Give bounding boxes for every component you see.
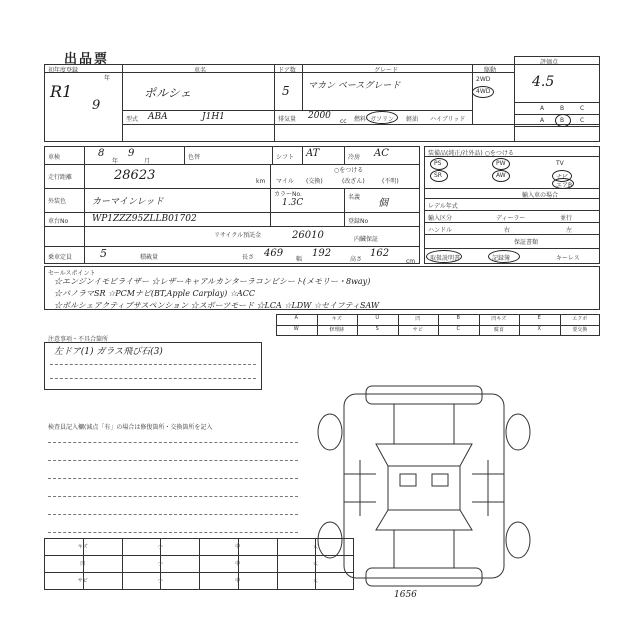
shift-value: AT xyxy=(306,148,320,159)
auction-sheet xyxy=(44,48,600,608)
ext-grade-selected-circle xyxy=(555,114,571,127)
wheel-rear-right xyxy=(506,522,530,558)
legend-cell: C xyxy=(456,326,460,332)
legend-cell: X xyxy=(537,326,541,332)
seats-value: 5 xyxy=(100,247,107,260)
legend-cell: U xyxy=(375,315,380,321)
equip-navi: ナビ xyxy=(556,174,569,181)
sales-points-label: セールスポイント xyxy=(48,270,96,277)
shift-label: シフト xyxy=(276,154,295,161)
car-name-value: ポルシェ xyxy=(144,86,192,100)
ext-grade-c: C xyxy=(580,117,585,124)
equip-airbag: エアB xyxy=(556,182,573,189)
sales-point-line-1: ☆エンジンイモビライザー ☆レザーキャアルカンターラコンビシート(メモリー・8way) xyxy=(54,277,371,286)
score-value: 4.5 xyxy=(532,74,555,90)
int-grade-c: C xyxy=(580,105,585,112)
width-label: 幅 xyxy=(296,256,303,263)
fuel-hybrid: ハイブリッド xyxy=(430,116,466,123)
int-grade-a: A xyxy=(540,105,545,112)
width-value: 192 xyxy=(312,248,332,259)
int-grade-b: B xyxy=(560,105,565,112)
cc-unit: cc xyxy=(340,118,347,125)
ext-grade-a: A xyxy=(540,117,545,124)
door-label: ドア数 xyxy=(278,67,296,74)
equip-sr-circle xyxy=(430,170,448,182)
mile-option: マイル xyxy=(276,178,294,185)
equip-ps-circle xyxy=(430,158,448,170)
drive-selected-circle xyxy=(472,86,494,98)
sheet-title: 出品票 xyxy=(64,52,110,67)
cm-unit: cm xyxy=(406,258,416,265)
mile-tampered: (改ざん) xyxy=(342,178,365,185)
owner-label: 名義 xyxy=(348,194,361,201)
equip-ps: PS xyxy=(434,160,442,167)
dealer-option: ディーラー xyxy=(496,215,526,222)
displacement-label: 排気量 xyxy=(278,116,297,123)
trunk-lines xyxy=(394,530,454,568)
drive-2wd: 2WD xyxy=(476,76,491,83)
sales-point-line-3: ☆ポルシェアクティブサスペンション ☆スポーツモード ☆LCA ☆LDW ☆セイフティSAW xyxy=(54,301,380,310)
height-value: 162 xyxy=(370,248,390,259)
warranty-manual-circle xyxy=(426,250,462,263)
ext-grade-b: B xyxy=(560,117,565,124)
score-label: 評価点 xyxy=(540,59,559,66)
legend-cell: エクボ xyxy=(572,316,588,322)
color-no-label: カラーNo. xyxy=(274,191,302,198)
shaken-month-unit: 月 xyxy=(144,158,151,165)
legend-cell: A xyxy=(294,315,298,321)
hood-lines xyxy=(394,404,454,444)
shaken-month: 9 xyxy=(128,148,135,159)
equip-aw-circle xyxy=(492,170,510,182)
equip-aw: AW xyxy=(496,172,506,179)
bottom-table-cell: 大 xyxy=(312,578,318,584)
handle-label: ハンドル xyxy=(428,227,453,234)
equip-pw-circle xyxy=(492,158,510,170)
bottom-table-cell: 中 xyxy=(235,561,241,567)
fuel-selected-circle xyxy=(366,111,398,124)
month-value: 9 xyxy=(92,98,101,113)
equipment-title: 装備品(純正/社外品) ○をつける xyxy=(428,150,514,157)
height-label: 高さ xyxy=(350,256,363,263)
chassis-value: WP1ZZZ95ZLLB01702 xyxy=(92,214,197,224)
bottom-table-cell: 中 xyxy=(235,578,241,584)
chassis-label: 車台No xyxy=(48,218,69,225)
car-name-label: 車名 xyxy=(194,67,207,74)
seats-label: 乗車定員 xyxy=(48,254,73,261)
legend-cell: 凹キズ xyxy=(491,316,507,322)
shaken-label: 車検 xyxy=(48,154,61,161)
model-code-value: J1H1 xyxy=(202,112,225,122)
fuel-gasoline: ガソリン xyxy=(370,116,395,123)
displacement-value: 2000 xyxy=(308,111,331,121)
bottom-table-cell: 中 xyxy=(235,544,241,550)
bottom-table-cell: 大 xyxy=(312,561,318,567)
drive-4wd: 4WD xyxy=(476,88,491,95)
warranty-manual: 取扱説明書 xyxy=(430,255,461,262)
bottom-table-cell: 大 xyxy=(312,544,318,550)
bottom-table-cell: 小 xyxy=(157,578,163,584)
mileage-value: 28623 xyxy=(114,168,156,183)
legend-cell: サビ xyxy=(412,327,423,333)
warranty-records-circle xyxy=(488,250,520,263)
first-reg-label: 初年度登録 xyxy=(48,67,79,74)
wheel-front-left xyxy=(318,414,342,450)
parallel-option: 並行 xyxy=(560,215,573,222)
mile-unknown: (不明) xyxy=(382,178,399,185)
length-value: 469 xyxy=(264,248,284,259)
ac-value: AC xyxy=(374,148,389,159)
color-no-value: 1.3C xyxy=(282,198,304,208)
rear-window xyxy=(376,510,472,530)
fuel-diesel: 軽油 xyxy=(406,116,419,123)
km-unit: km xyxy=(256,178,266,185)
color-change-label: 色替 xyxy=(188,154,201,161)
year-label: 年 xyxy=(104,75,111,82)
equip-sr: SR xyxy=(434,172,442,179)
windshield xyxy=(376,444,472,466)
warranty-keyless: キーレス xyxy=(556,255,580,262)
import-section-label: 輸入車の場合 xyxy=(522,192,559,199)
recycle-value: 26010 xyxy=(292,230,324,241)
handle-left: 左 xyxy=(566,227,573,234)
car-body-outline xyxy=(344,386,504,586)
grade-value: マカン ベースグレード xyxy=(308,81,401,91)
legend-cell: E xyxy=(537,315,541,321)
grade-label: グレード xyxy=(374,67,399,74)
ext-color-value: カーマインレッド xyxy=(92,197,164,207)
legend-cell: 修理跡 xyxy=(329,327,345,333)
roof xyxy=(388,466,460,510)
ext-color-label: 外装色 xyxy=(48,198,67,205)
notes-line-1: 左ドア(1) ガラス飛び石(3) xyxy=(54,347,163,357)
mileage-label: 走行距離 xyxy=(48,174,73,181)
model-year-label: レデル年式 xyxy=(428,203,458,210)
equip-tv: TV xyxy=(556,160,564,167)
bottom-table-cell: 小 xyxy=(157,561,163,567)
bottom-table-cell: 小 xyxy=(157,544,163,550)
interior-seats xyxy=(400,474,448,486)
type-prefix-value: ABA xyxy=(148,112,168,122)
import-label: 内臓保証 xyxy=(354,236,379,243)
legend-cell: 要交換 xyxy=(572,327,588,333)
legend-cell: 凹 xyxy=(415,316,421,322)
equip-airbag-circle xyxy=(552,178,574,189)
shaken-year-unit: 年 xyxy=(112,158,119,165)
bottom-table-cell: 凹 xyxy=(80,561,86,567)
recycle-label: リサイクル預託金 xyxy=(214,232,262,239)
legend-cell: S xyxy=(375,326,379,332)
legend-cell: キズ xyxy=(331,316,342,322)
sales-point-line-2: ☆パノラマSR ☆PCMナビ(BT,Apple Carplay) ☆ACC xyxy=(54,289,256,298)
warranty-records: 記録簿 xyxy=(492,255,511,262)
circle-instruction: ○をつける xyxy=(334,167,364,174)
mile-exchange: (交換) xyxy=(306,178,323,185)
ac-label: 冷房 xyxy=(348,154,361,161)
legend-cell: B xyxy=(456,315,460,321)
load-label: 積載量 xyxy=(140,254,159,261)
dealer-label: 輸入区分 xyxy=(428,215,453,222)
owner-value: 個 xyxy=(378,198,388,209)
bottom-table-cell: サビ xyxy=(77,578,88,584)
type-label: 型式 xyxy=(126,116,139,123)
warranty-label: 保証書類 xyxy=(514,239,539,246)
legend-cell: 腐食 xyxy=(493,327,504,333)
drive-label: 駆動 xyxy=(484,67,497,74)
shaken-year: 8 xyxy=(98,148,105,159)
bottom-table-cell: キズ xyxy=(77,544,88,550)
wheel-front-right xyxy=(506,414,530,450)
door-lines xyxy=(344,460,504,516)
registration-label: 登録No xyxy=(348,218,369,225)
doors-value: 5 xyxy=(282,84,290,98)
equip-pw: PW xyxy=(496,160,506,167)
length-label: 長さ xyxy=(242,254,255,261)
fuel-label: 燃料 xyxy=(354,116,367,123)
era-value: R1 xyxy=(50,82,73,101)
notes-label: 注意事項・不具合箇所 xyxy=(48,336,109,343)
lot-number: 1656 xyxy=(394,590,417,600)
legend-cell: W xyxy=(293,326,299,332)
handle-right: 右 xyxy=(504,227,511,234)
checklist-label: 検査員記入欄(減点「有」の場合は修復箇所・交換箇所を記入 xyxy=(48,424,213,431)
